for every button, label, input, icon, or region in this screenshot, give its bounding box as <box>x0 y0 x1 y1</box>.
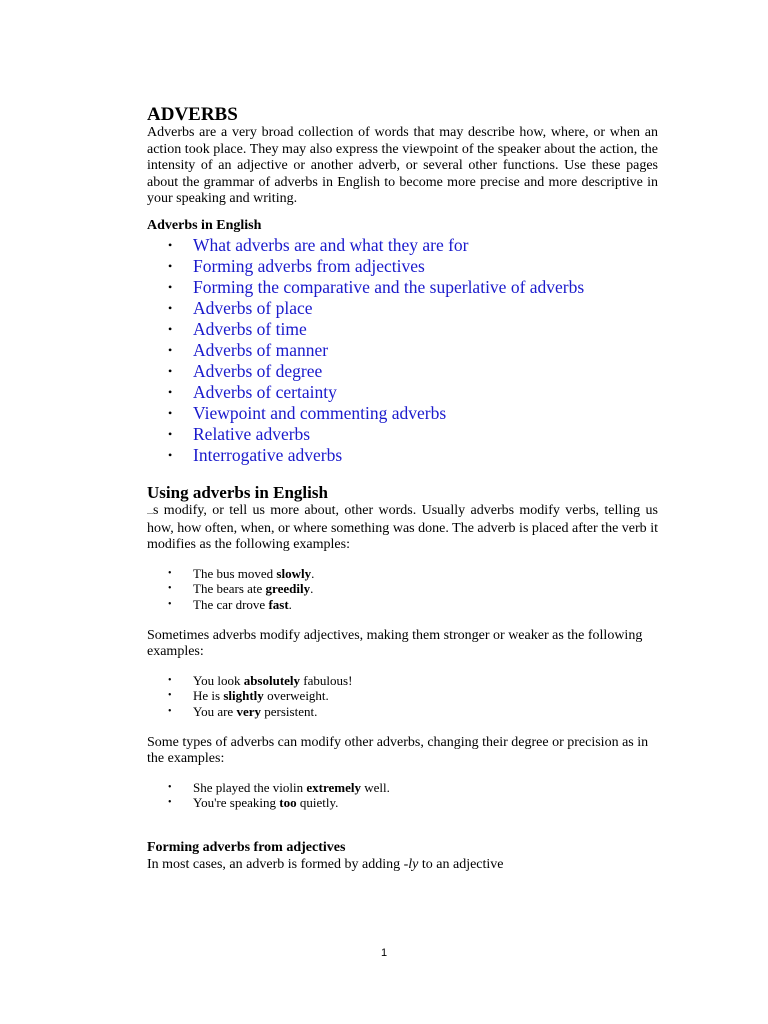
example-list-verbs <box>147 566 658 613</box>
example-item: • The bus moved slowly. <box>168 565 315 581</box>
example-item: • She played the violin extremely well. <box>168 779 390 795</box>
bullet-icon: • <box>168 384 173 399</box>
toc-link[interactable] <box>147 256 658 277</box>
truncated-prefix: ... <box>147 506 153 516</box>
document-page <box>147 104 658 873</box>
bullet-icon: • <box>168 300 173 315</box>
example-item: • He is slightly overweight. <box>168 688 329 704</box>
bullet-icon: • <box>168 567 172 579</box>
toc-link[interactable] <box>147 340 658 361</box>
toc-link-label[interactable]: Viewpoint and commenting adverbs <box>193 402 447 423</box>
toc-link-list <box>147 235 658 466</box>
toc-link-label[interactable]: Forming adverbs from adjectives <box>193 255 425 276</box>
forming-paragraph: In most cases, an adverb is formed by adding -ly to an adjective <box>147 856 504 872</box>
bullet-icon: • <box>168 279 173 294</box>
example-item: • You are very persistent. <box>168 703 318 719</box>
bullet-icon: • <box>168 258 173 273</box>
example-item: • The car drove fast. <box>168 596 292 612</box>
bullet-icon: • <box>168 690 172 702</box>
bullet-icon: • <box>168 342 173 357</box>
toc-link[interactable] <box>147 382 658 403</box>
toc-link-label[interactable]: Adverbs of manner <box>193 339 329 360</box>
adverbs-paragraph: Some types of adverbs can modify other adverbs, changing their degree or precision as in the examples: <box>147 734 649 767</box>
page-number: 1 <box>380 947 388 959</box>
toc-link-label[interactable]: Adverbs of degree <box>193 360 323 381</box>
example-item: • You look absolutely fabulous! <box>168 672 353 688</box>
toc-link-label[interactable]: Adverbs of certainty <box>193 381 337 402</box>
bullet-icon: • <box>168 405 173 420</box>
toc-link[interactable] <box>147 319 658 340</box>
bullet-icon: • <box>168 797 172 809</box>
toc-heading: Adverbs in English <box>147 217 262 233</box>
example-list-adjectives <box>147 673 658 720</box>
bullet-icon: • <box>168 583 172 595</box>
bullet-icon: • <box>168 674 172 686</box>
using-paragraph-text: s modify, or tell us more about, other words. Usually adverbs modify verbs, telling us how, how often, when, or where something was done. The adverb is placed after the verb it modifies as the following examples: <box>147 502 658 553</box>
toc-link[interactable] <box>147 424 658 445</box>
toc-link-label[interactable]: Relative adverbs <box>193 423 311 444</box>
example-item: • You're speaking too quietly. <box>168 795 339 811</box>
page-title: ADVERBS <box>147 104 238 125</box>
toc-link[interactable] <box>147 361 658 382</box>
bullet-icon: • <box>168 447 173 462</box>
bullet-icon: • <box>168 705 172 717</box>
bullet-icon: • <box>168 363 173 378</box>
using-paragraph <box>147 503 658 554</box>
toc-link-label[interactable]: Forming the comparative and the superlative of adverbs <box>193 276 585 297</box>
toc-link-label[interactable]: Interrogative adverbs <box>193 444 343 465</box>
toc-link[interactable] <box>147 277 658 298</box>
bullet-icon: • <box>168 237 173 252</box>
example-list-adverbs <box>147 780 658 811</box>
section-heading-using: Using adverbs in English <box>147 482 328 502</box>
toc-link-label[interactable]: Adverbs of place <box>193 297 313 318</box>
adjectives-paragraph: Sometimes adverbs modify adjectives, making them stronger or weaker as the following examples: <box>147 627 643 660</box>
toc-link[interactable] <box>147 403 658 424</box>
section-heading-forming: Forming adverbs from adjectives <box>147 839 346 855</box>
toc-link[interactable] <box>147 298 658 319</box>
toc-link-label[interactable]: Adverbs of time <box>193 318 307 339</box>
example-item: • The bears ate greedily. <box>168 581 314 597</box>
bullet-icon: • <box>168 321 173 336</box>
intro-paragraph: Adverbs are a very broad collection of words that may describe how, where, or when an action took place. They may also express the viewpoint of the speaker about the action, the intensity of an adjective or another adverb, or several other functions. Use these pages about the grammar of adverbs in English to become more precise and more descriptive in your speaking and writing. <box>147 125 658 207</box>
toc-link[interactable] <box>147 445 658 466</box>
toc-link[interactable] <box>147 235 658 256</box>
bullet-icon: • <box>168 598 172 610</box>
toc-link-label[interactable]: What adverbs are and what they are for <box>193 234 469 255</box>
bullet-icon: • <box>168 781 172 793</box>
bullet-icon: • <box>168 426 173 441</box>
